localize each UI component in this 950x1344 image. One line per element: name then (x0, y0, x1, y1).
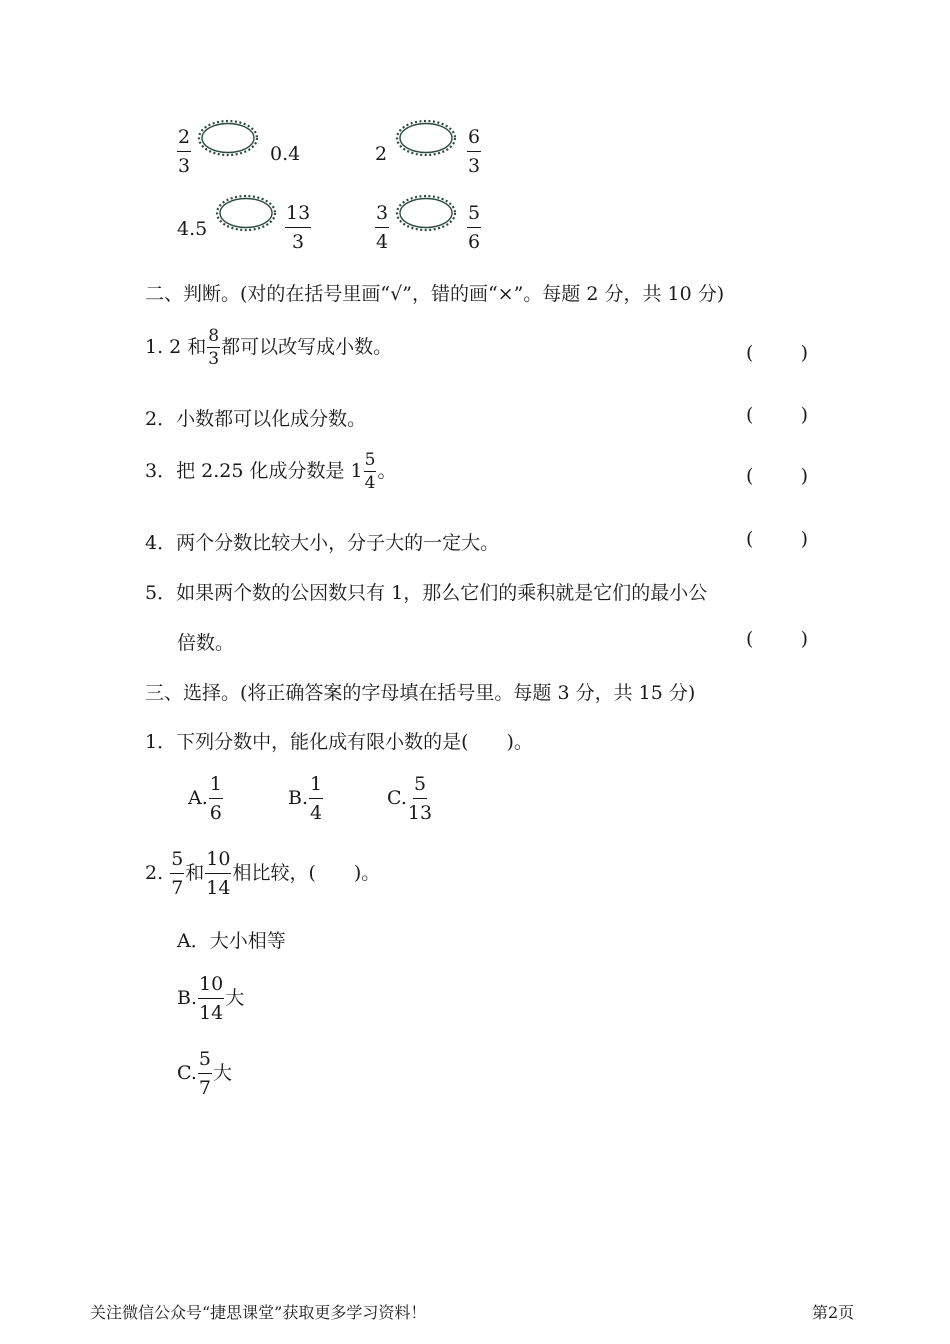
fraction: $\frac{10}{14}$ (199, 973, 224, 1024)
choice-question-1: 1．下列分数中，能化成有限小数的是( )。 (145, 731, 533, 753)
answer-bracket-3[interactable]: ( ) (746, 465, 808, 487)
compare-item-2 (466, 128, 482, 176)
compare-value: 2 (375, 143, 388, 165)
choice-option-b[interactable]: B. $\frac{1}{4}$ (288, 773, 323, 824)
answer-bracket-5[interactable]: ( ) (746, 628, 808, 650)
compare-oval-2[interactable] (394, 118, 458, 158)
choice-option-a[interactable]: A. $\frac{1}{6}$ (188, 773, 222, 824)
fraction: $\frac{10}{14}$ (206, 848, 231, 899)
fraction: $\frac{5}{13}$ (407, 773, 433, 824)
choice-question-2: 2. $\frac{5}{7}$ 和 $\frac{10}{14}$ 相比较，( )。 (145, 848, 381, 899)
footer-promo: 关注微信公众号“捷思课堂”获取更多学习资料！ (90, 1303, 427, 1322)
judge-question-2: 2．小数都可以化成分数。 (145, 408, 367, 430)
fraction: $\frac{1}{4}$ (310, 773, 323, 824)
compare-item-3 (284, 204, 312, 252)
choice-option-2b[interactable]: B. $\frac{10}{14}$ 大 (177, 973, 245, 1024)
judge-question-1: 1. 2 和 $\frac{8}{3}$ 都可以改写成小数。 (145, 326, 393, 369)
fraction: $\frac{8}{3}$ (208, 326, 220, 369)
fraction: $\frac{5}{4}$ (364, 450, 376, 493)
compare-oval-3[interactable] (214, 193, 278, 233)
compare-oval-4[interactable] (394, 193, 458, 233)
choice-option-2a[interactable]: A．大小相等 (177, 930, 286, 952)
page-number: 第2页 (812, 1303, 855, 1322)
section-2-heading: 二、判断。(对的在括号里画“√”，错的画“×”。每题 2 分，共 10 分) (145, 283, 725, 305)
fraction: $\frac{13}{3}$ (286, 202, 311, 253)
judge-question-5: 5．如果两个数的公因数只有 1，那么它们的乘积就是它们的最小公 (145, 582, 708, 604)
choice-option-2c[interactable]: C. $\frac{5}{7}$ 大 (177, 1048, 233, 1099)
section-3-heading: 三、选择。(将正确答案的字母填在括号里。每题 3 分，共 15 分) (145, 682, 696, 704)
fraction: $\frac{3}{4}$ (376, 202, 389, 253)
compare-item-4 (374, 204, 390, 252)
compare-item-4b (466, 204, 482, 252)
fraction: $\frac{2}{3}$ (178, 126, 191, 177)
judge-question-3: 3．把 2.25 化成分数是 1 $\frac{5}{4}$ 。 (145, 450, 397, 493)
fraction: $\frac{1}{6}$ (209, 773, 222, 824)
compare-oval-1[interactable] (196, 118, 260, 158)
choice-option-c[interactable]: C. $\frac{5}{13}$ (387, 773, 433, 824)
fraction: $\frac{5}{7}$ (171, 848, 184, 899)
fraction: $\frac{5}{7}$ (198, 1048, 211, 1099)
answer-bracket-2[interactable]: ( ) (746, 404, 808, 426)
judge-question-4: 4．两个分数比较大小，分子大的一定大。 (145, 532, 500, 554)
judge-question-5-cont: 倍数。 (177, 632, 235, 654)
answer-bracket-4[interactable]: ( ) (746, 528, 808, 550)
compare-value: 0.4 (270, 143, 301, 165)
compare-value: 4.5 (177, 218, 208, 240)
compare-item-1 (176, 128, 192, 176)
answer-bracket-1[interactable]: ( ) (746, 342, 808, 364)
fraction: $\frac{6}{3}$ (468, 126, 481, 177)
fraction: $\frac{5}{6}$ (468, 202, 481, 253)
